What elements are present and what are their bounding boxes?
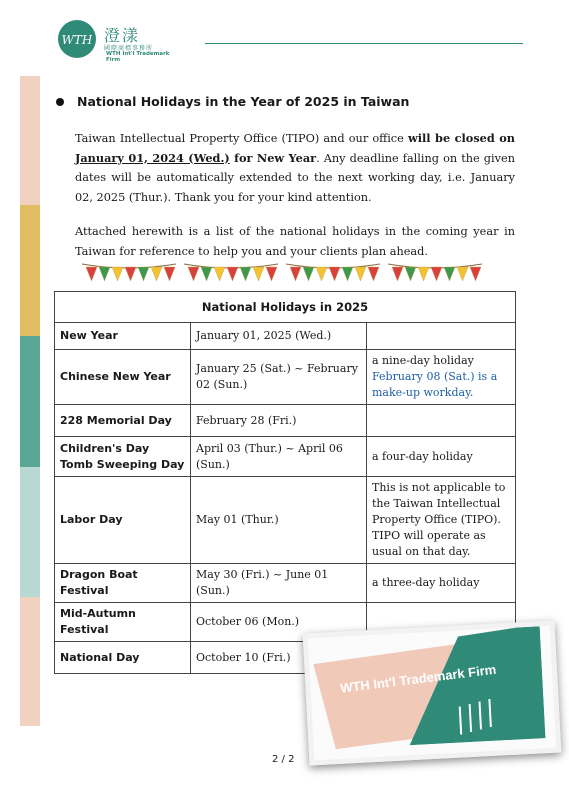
- notice-text-bold-new-year: for New Year: [229, 150, 317, 165]
- table-row: [55, 437, 516, 477]
- holiday-date: January 25 (Sat.) ~ February 02 (Sun.): [191, 350, 367, 405]
- table-header-row: [55, 292, 516, 323]
- side-band-teal: [20, 336, 40, 467]
- bunting-flag: [290, 267, 301, 281]
- holiday-name: National Day: [55, 642, 191, 674]
- bunting-flag: [99, 267, 110, 281]
- notice-closure-date: January 01, 2024 (Wed.): [75, 150, 230, 165]
- bunting-flag: [164, 267, 175, 281]
- holiday-date: May 30 (Fri.) ~ June 01 (Sun.): [191, 564, 367, 603]
- card-firm-name: WTH Int'l Trademark Firm: [339, 661, 498, 696]
- holiday-note-text: a nine-day holiday: [372, 354, 474, 367]
- bunting-flag: [86, 267, 97, 281]
- holiday-note: [367, 405, 516, 437]
- bunting-flag: [303, 267, 314, 281]
- holiday-name: [55, 437, 191, 477]
- table-row: [55, 323, 516, 350]
- holiday-name-tomb-sweeping-day: Tomb Sweeping Day: [60, 457, 185, 471]
- reference-paragraph: Attached herewith is a list of the national holidays in the coming year in Taiwan for reference to help you and your clients plan ahead.: [75, 225, 515, 258]
- holiday-name-childrens-day: Children's Day: [60, 441, 150, 455]
- bunting-flag: [201, 267, 212, 281]
- bunting-flag: [355, 267, 366, 281]
- bunting-flag: [151, 267, 162, 281]
- svg-text:WTH: WTH: [62, 33, 92, 47]
- notice-text-1: Taiwan Intellectual Property Office (TIPO) and our office: [75, 132, 408, 145]
- holiday-date: October 06 (Mon.): [191, 603, 367, 642]
- holiday-date: October 10 (Fri.): [191, 642, 367, 674]
- bunting-flag: [444, 267, 455, 281]
- notice-text-2: . Any deadline falling on the given dates will be automatically extended to the next working day, i.e. January 02, 2025 (Thur.). Thank you for your kind attention.: [75, 151, 515, 204]
- holiday-note: [367, 350, 516, 405]
- holiday-name: Labor Day: [55, 477, 191, 564]
- table-row: [55, 477, 516, 564]
- side-band-mint: [20, 467, 40, 597]
- table-row: [55, 405, 516, 437]
- bunting-flag: [227, 267, 238, 281]
- notice-text-bold-closed: will be closed on: [407, 131, 515, 145]
- logo-name-cn: 澄漾: [104, 26, 141, 45]
- holiday-note: [367, 323, 516, 350]
- holiday-note: a four-day holiday: [367, 437, 516, 477]
- bunting-flag: [457, 267, 468, 281]
- bunting-flag: [368, 267, 379, 281]
- bunting-flag: [316, 267, 327, 281]
- logo-subtitle-cn: 國際商標事務所: [104, 45, 154, 52]
- closure-notice-paragraph: [75, 129, 515, 207]
- holiday-date: April 03 (Thur.) ~ April 06 (Sun.): [191, 437, 367, 477]
- side-band-peach-bottom: [20, 597, 40, 726]
- side-band-gold: [20, 205, 40, 336]
- bunting-flag: [240, 267, 251, 281]
- brand-card: [303, 620, 562, 765]
- bunting-flag: [138, 267, 149, 281]
- bunting-decoration-icon: [80, 260, 490, 292]
- bullet-icon: [56, 98, 64, 106]
- brand-card-graphic-icon: [308, 626, 546, 750]
- holiday-name: 228 Memorial Day: [55, 405, 191, 437]
- header-rule: [205, 43, 523, 44]
- holiday-name: Dragon Boat Festival: [55, 564, 191, 603]
- holiday-date: January 01, 2025 (Wed.): [191, 323, 367, 350]
- holidays-table: [54, 291, 516, 674]
- section-title: National Holidays in the Year of 2025 in Taiwan: [77, 94, 410, 109]
- bunting-flag: [470, 267, 481, 281]
- page-number: 2 / 2: [272, 754, 295, 765]
- bunting-flag: [188, 267, 199, 281]
- holiday-name: Chinese New Year: [55, 350, 191, 405]
- bunting-flag: [112, 267, 123, 281]
- table-row: [55, 564, 516, 603]
- bunting-flag: [392, 267, 403, 281]
- bunting-flag: [125, 267, 136, 281]
- holiday-date: May 01 (Thur.): [191, 477, 367, 564]
- bunting-flag: [342, 267, 353, 281]
- makeup-workday-note: February 08 (Sat.) is a make-up workday.: [372, 370, 498, 399]
- side-band-peach: [20, 76, 40, 205]
- bunting-flag: [431, 267, 442, 281]
- holiday-note: This is not applicable to the Taiwan Intellectual Property Office (TIPO). TIPO will operate as usual on that day.: [367, 477, 516, 564]
- holiday-date: February 28 (Fri.): [191, 405, 367, 437]
- holiday-name: New Year: [55, 323, 191, 350]
- bunting-flag: [329, 267, 340, 281]
- bunting-flag: [418, 267, 429, 281]
- logo-emblem-icon: [58, 20, 96, 58]
- bunting-flag: [405, 267, 416, 281]
- bunting-flag: [253, 267, 264, 281]
- section-heading: [56, 94, 409, 109]
- bunting-flag: [266, 267, 277, 281]
- logo-name-en: WTH Int'l Trademark Firm: [106, 51, 170, 63]
- firm-logo: [58, 20, 178, 64]
- table-title: National Holidays in 2025: [55, 292, 516, 323]
- bunting-flag: [214, 267, 225, 281]
- table-row: [55, 350, 516, 405]
- holiday-name: Mid-Autumn Festival: [55, 603, 191, 642]
- holiday-note: a three-day holiday: [367, 564, 516, 603]
